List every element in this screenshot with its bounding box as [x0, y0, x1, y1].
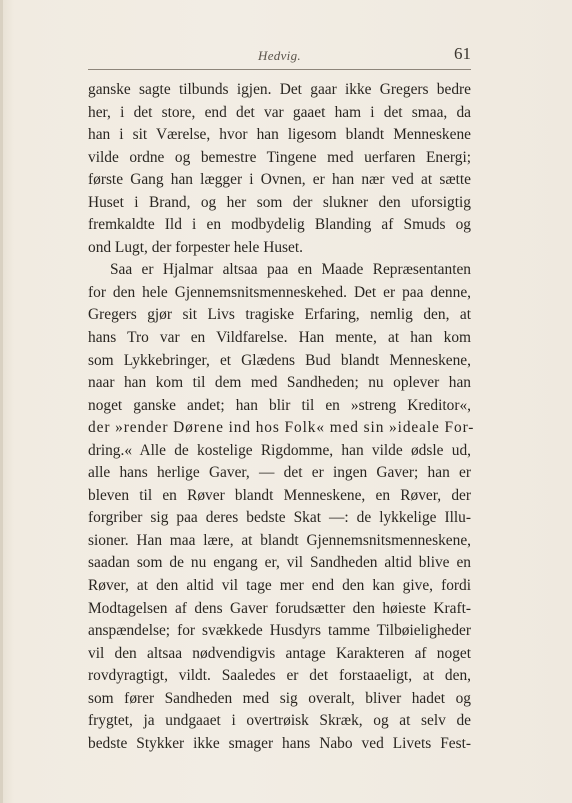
page-number: 61 — [454, 44, 471, 63]
text-line: ganske sagte tilbunds igjen. Det gaar ikke Gregers bedre — [88, 81, 471, 98]
text-line: noget ganske andet; han blir til en »streng Kreditor«, — [88, 396, 471, 414]
text-line: Røver, at den altid vil tage mer end den kan give, fordi — [88, 577, 471, 595]
text-line: Huset i Brand, og her som der slukner den uforsigtig — [88, 193, 471, 211]
header-rule — [88, 69, 471, 70]
text-line: naar han kom til dem med Sandheden; nu oplever han — [88, 374, 471, 392]
text-line: ond Lugt, der forpester hele Huset. — [88, 238, 303, 256]
text-line: anspændelse; for svækkede Husdyrs tamme Tilbøieligheder — [88, 622, 471, 640]
text-line: første Gang han lægger i Ovnen, er han nær ved at sætte — [88, 171, 471, 189]
running-head-title: Hedvig. — [258, 48, 301, 63]
text-line: som fører Sandheden med sig overalt, bliver hadet og — [88, 689, 471, 707]
text-line: for den hele Gjennemsnitsmenneskehed. Det er paa denne, — [88, 283, 471, 301]
text-line: Gregers gjør sit Livs tragiske Erfaring, nemlig den, at — [88, 306, 471, 324]
text-line: frygtet, ja undgaaet i overtrøisk Skræk, og at selv de — [88, 712, 471, 730]
binding-edge — [0, 0, 3, 803]
text-line: bedste Stykker ikke smager hans Nabo ved Livets Fest- — [88, 734, 471, 752]
text-line: her, i det store, end det var gaaet ham i det smaa, da — [88, 103, 471, 121]
text-line: bleven til en Røver blandt Menneskene, en Røver, der — [88, 486, 471, 504]
text-line: saadan som de nu engang er, vil Sandheden altid blive en — [88, 554, 471, 572]
text-line: som Lykkebringer, et Glædens Bud blandt Menneskene, — [88, 351, 471, 369]
text-line: vil den altsaa nødvendigvis antage Karakteren af noget — [88, 644, 471, 662]
text-line: hans Tro var en Vildfarelse. Han mente, at han kom — [88, 329, 471, 347]
text-line: forgriber sig paa deres bedste Skat —: de lykkelige Illu- — [88, 509, 471, 527]
text-line: rovdyragtigt, vildt. Saaledes er det forstaaeligt, at den, — [88, 667, 471, 685]
text-line: alle hans herlige Gaver, — det er ingen Gaver; han er — [88, 464, 471, 482]
text-line: han i sit Værelse, hvor han ligesom blandt Menneskene — [88, 126, 471, 144]
text-line-paragraph-start: Saa er Hjalmar altsaa paa en Maade Repræsentanten — [110, 261, 471, 279]
text-line: vilde ordne og bemestre Tingene med uerfaren Energi; — [88, 148, 471, 166]
text-line: dring.« Alle de kostelige Rigdomme, han vilde ødsle ud, — [88, 441, 471, 459]
running-head — [88, 44, 471, 68]
text-line: sioner. Han maa lære, at blandt Gjennemsnitsmenneskene, — [88, 531, 471, 549]
text-line: Modtagelsen af dens Gaver forudsætter den høieste Kraft- — [88, 599, 471, 617]
text-line: der »render Dørene ind hos Folk« med sin »ideale For- — [88, 419, 475, 437]
text-line: fremkaldte Ild i en modbydelig Blanding af Smuds og — [88, 216, 471, 234]
body-text — [88, 79, 475, 755]
